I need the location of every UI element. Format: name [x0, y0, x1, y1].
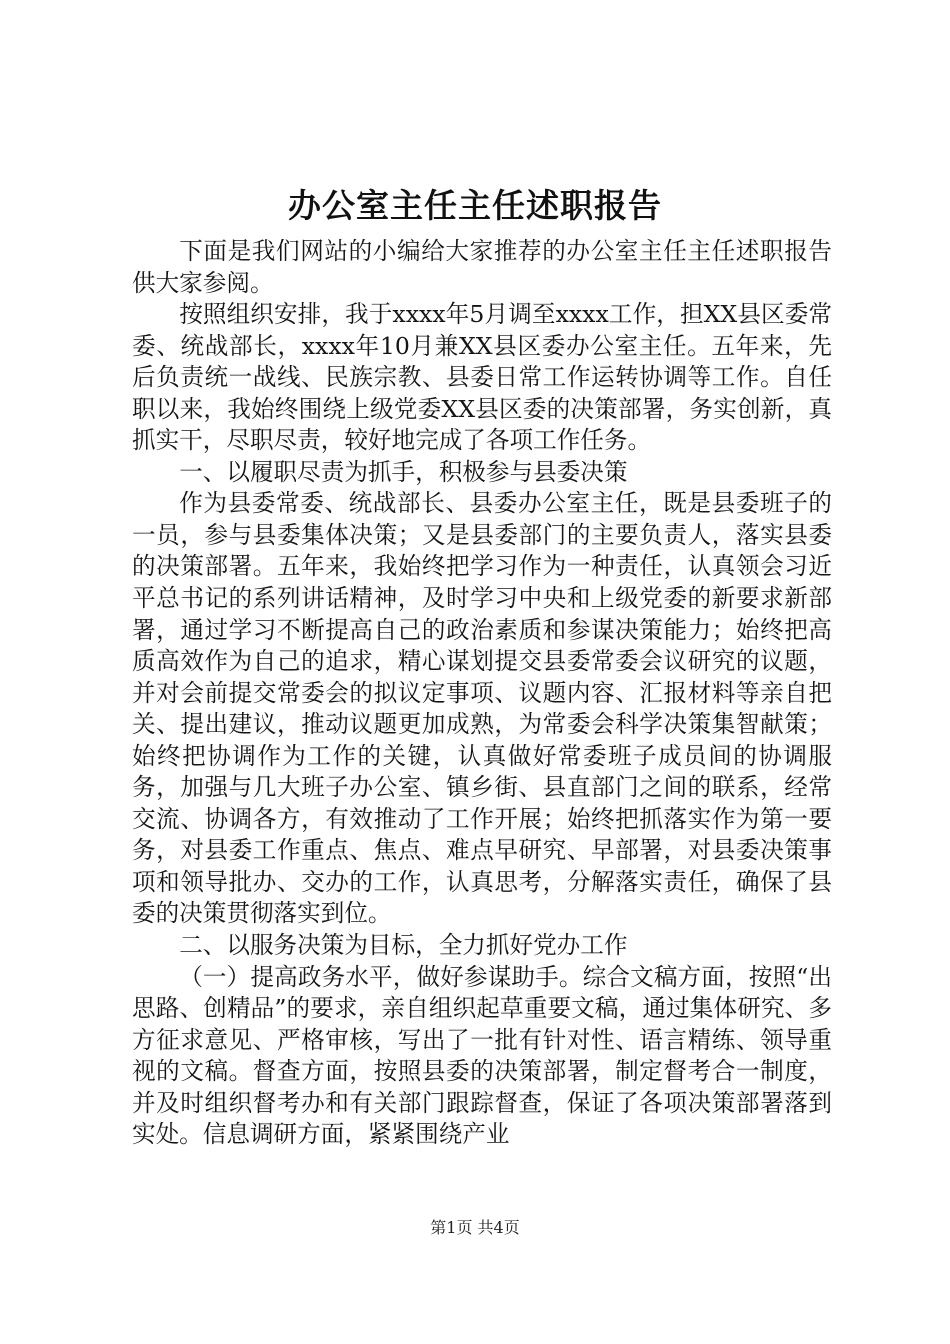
- document-title: 办公室主任主任述职报告: [288, 186, 662, 225]
- page-footer: 第1页 共4页: [430, 1218, 520, 1237]
- section-heading-2: 二、以服务决策为目标，全力抓好党办工作: [179, 931, 628, 960]
- document-body: [132, 236, 832, 1151]
- background-paragraph: 按照组织安排，我于xxxx年5月调至xxxx工作，担XX县区委常委、统战部长，xxxx年10月兼XX县区委办公室主任。五年来，先后负责统一战线、民族宗教、县委日常工作运转协调等工作。自任职以来，我始终围绕上级党委XX县区委的决策部署，务实创新，真抓实干，尽职尽责，较好地完成了各项工作任务。: [132, 300, 832, 455]
- intro-paragraph: 下面是我们网站的小编给大家推荐的办公室主任主任述职报告供大家参阅。: [132, 237, 832, 297]
- section-heading-1: 一、以履职尽责为抓手，积极参与县委决策: [179, 457, 628, 486]
- section-1-paragraph: 作为县委常委、统战部长、县委办公室主任，既是县委班子的一员，参与县委集体决策；又是县委部门的主要负责人，落实县委的决策部署。五年来，我始终把学习作为一种责任，认真领会习近平总书记的系列讲话精神，及时学习中央和上级党委的新要求新部署，通过学习不断提高自己的政治素质和参谋决策能力；始终把高质高效作为自己的追求，精心谋划提交县委常委会议研究的议题，并对会前提交常委会的拟议定事项、议题内容、汇报材料等亲自把关、提出建议，推动议题更加成熟，为常委会科学决策集智献策；始终把协调作为工作的关键，认真做好常委班子成员间的协调服务，加强与几大班子办公室、镇乡街、县直部门之间的联系，经常交流、协调各方，有效推动了工作开展；始终把抓落实作为第一要务，对县委工作重点、焦点、难点早研究、早部署，对县委决策事项和领导批办、交办的工作，认真思考，分解落实责任，确保了县委的决策贯彻落实到位。: [132, 489, 832, 928]
- section-2-paragraph: （一）提高政务水平，做好参谋助手。综合文稿方面，按照“出思路、创精品”的要求，亲自组织起草重要文稿，通过集体研究、多方征求意见、严格审核，写出了一批有针对性、语言精练、领导重视的文稿。督查方面，按照县委的决策部署，制定督考合一制度，并及时组织督考办和有关部门跟踪督查，保证了各项决策部署落到实处。信息调研方面，紧紧围绕产业: [132, 962, 832, 1149]
